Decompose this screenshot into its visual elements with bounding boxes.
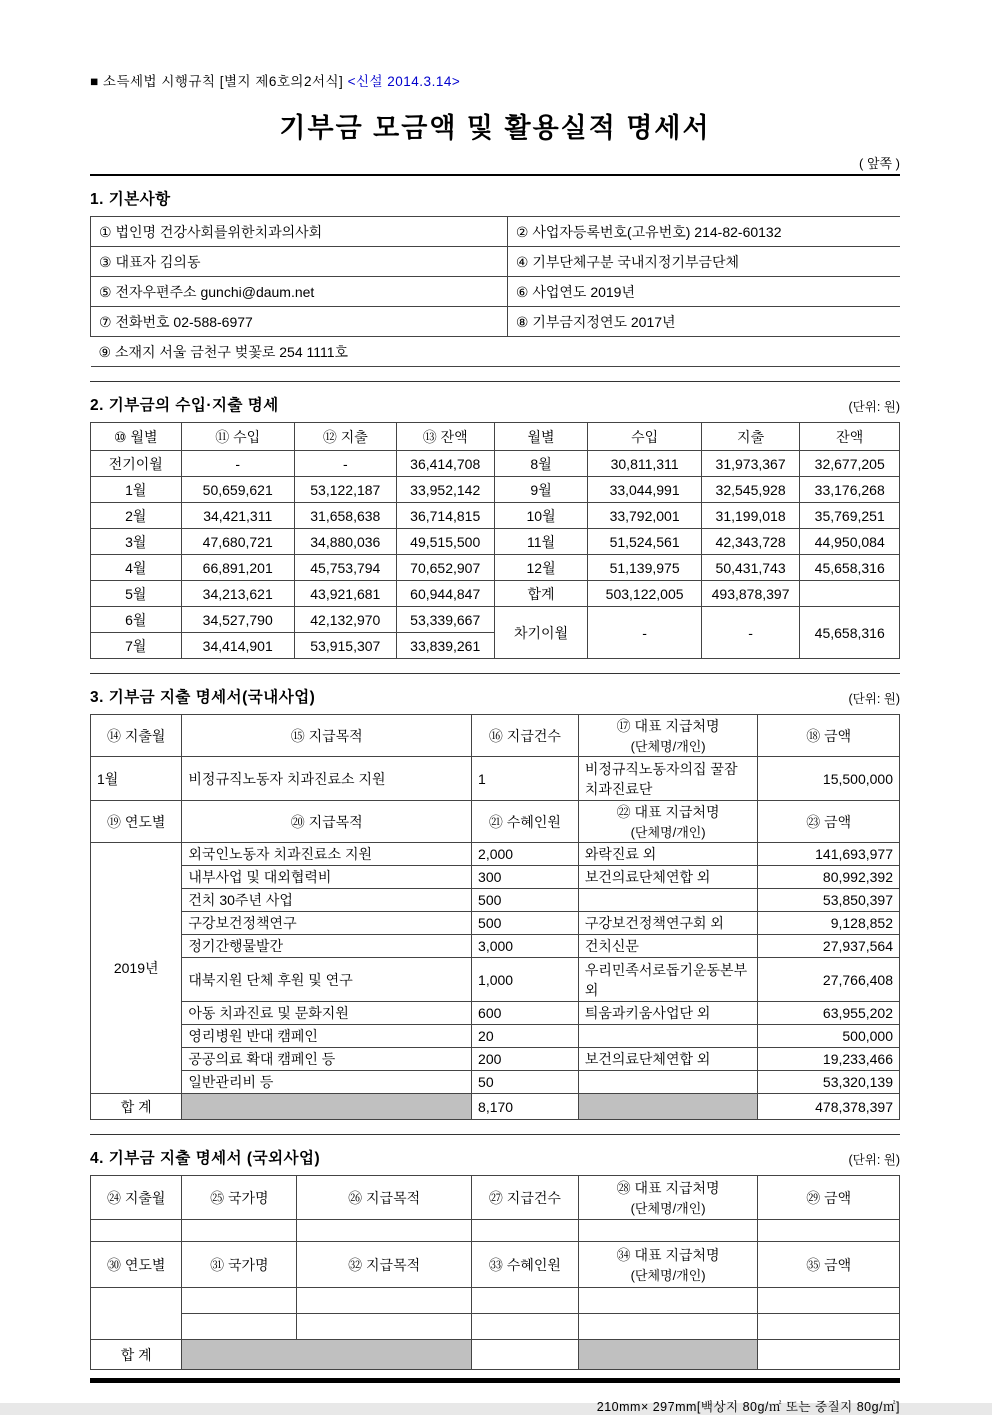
column-header-purpose: ⑮ 지급목적 xyxy=(182,715,472,757)
cell xyxy=(800,581,900,607)
cell-total-income: 503,122,005 xyxy=(588,581,701,607)
cell-empty xyxy=(91,1220,182,1242)
cell-count: 200 xyxy=(472,1048,579,1071)
column-header-payee xyxy=(578,1242,758,1288)
cell: 12월 xyxy=(494,555,588,581)
cell-shaded xyxy=(182,1094,472,1120)
payee-header-sublabel: (단체명/개인) xyxy=(630,1201,706,1216)
cell: 50,431,743 xyxy=(701,555,800,581)
section-divider xyxy=(90,381,900,382)
cell: 3월 xyxy=(91,529,182,555)
cell-empty xyxy=(758,1340,900,1370)
table-row xyxy=(91,935,900,958)
cell-payee: 우리민족서로돕기운동본부 외 xyxy=(578,958,758,1002)
cell: 33,044,991 xyxy=(588,477,701,503)
cell-empty xyxy=(297,1314,472,1340)
cell-address: ⑨ 소재지 서울 금천구 벚꽃로 254 1111호 xyxy=(91,337,901,367)
section2-titlebar xyxy=(90,393,900,415)
cell-empty xyxy=(182,1314,297,1340)
cell-year-label: 2019년 xyxy=(91,843,182,1094)
table-row xyxy=(91,889,900,912)
cell-empty xyxy=(91,1288,182,1340)
cell-total-label: 합계 xyxy=(494,581,588,607)
cell-corp-name: ① 법인명 건강사회를위한치과의사회 xyxy=(91,217,508,247)
cell-payee xyxy=(578,1071,758,1094)
cell: 34,421,311 xyxy=(181,503,294,529)
cell-count: 2,000 xyxy=(472,843,579,866)
page-side-label: ( 앞쪽 ) xyxy=(90,153,900,176)
section-divider xyxy=(90,1134,900,1135)
column-header-income2: 수입 xyxy=(588,423,701,451)
payee-header-sublabel: (단체명/개인) xyxy=(630,739,706,754)
cell-amount: 80,992,392 xyxy=(758,866,900,889)
cell-total-amount: 478,378,397 xyxy=(758,1094,900,1120)
cell: 31,199,018 xyxy=(701,503,800,529)
section4-unit: (단위: 원) xyxy=(848,1153,900,1167)
table-row xyxy=(91,958,900,1002)
cell-shaded xyxy=(182,1340,472,1370)
table-row xyxy=(91,607,900,633)
table-row xyxy=(91,757,900,801)
cell-payee xyxy=(578,1025,758,1048)
cell-empty xyxy=(297,1288,472,1314)
cell-purpose: 비정규직노동자 치과진료소 지원 xyxy=(182,757,472,801)
cell-month: 1월 xyxy=(91,757,182,801)
column-header-balance: ⑬ 잔액 xyxy=(396,423,494,451)
cell: 33,952,142 xyxy=(396,477,494,503)
form-notice xyxy=(90,70,900,90)
cell: 31,973,367 xyxy=(701,451,800,477)
column-header-expense: ⑫ 지출 xyxy=(294,423,396,451)
cell-shaded xyxy=(578,1094,758,1120)
cell-empty xyxy=(182,1288,297,1314)
cell: 34,527,790 xyxy=(181,607,294,633)
table-row xyxy=(91,477,900,503)
column-header-payee xyxy=(578,1176,758,1220)
section2-title: 2. 기부금의 수입·지출 명세 xyxy=(90,397,279,414)
section4-table xyxy=(90,1175,900,1370)
cell: 32,677,205 xyxy=(800,451,900,477)
cell-carryover-label: 차기이월 xyxy=(494,607,588,659)
payee-header-label: ㉒ 대표 지급처명 xyxy=(616,804,720,820)
cell-purpose: 내부사업 및 대외협력비 xyxy=(182,866,472,889)
cell-total-count: 8,170 xyxy=(472,1094,579,1120)
cell-purpose: 구강보건정책연구 xyxy=(182,912,472,935)
column-header-amount: ㉓ 금액 xyxy=(758,801,900,843)
table-row xyxy=(91,217,901,247)
cell-count: 1 xyxy=(472,757,579,801)
cell-purpose: 정기간행물발간 xyxy=(182,935,472,958)
section3-table xyxy=(90,714,900,1120)
table-row xyxy=(91,529,900,555)
section1-titlebar xyxy=(90,187,900,209)
cell-amount: 500,000 xyxy=(758,1025,900,1048)
cell-total-expense: 493,878,397 xyxy=(701,581,800,607)
cell-payee: 와락진료 외 xyxy=(578,843,758,866)
table-row xyxy=(91,451,900,477)
cell-purpose: 아동 치과진료 및 문화지원 xyxy=(182,1002,472,1025)
cell-purpose: 대북지원 단체 후원 및 연구 xyxy=(182,958,472,1002)
table-row xyxy=(91,337,901,367)
column-header-month: ⑩ 월별 xyxy=(91,423,182,451)
cell: 9월 xyxy=(494,477,588,503)
cell-carryover-expense: - xyxy=(701,607,800,659)
table-row xyxy=(91,1002,900,1025)
column-header-payee xyxy=(578,801,758,843)
cell: 11월 xyxy=(494,529,588,555)
table-header-row xyxy=(91,1176,900,1220)
cell: 50,659,621 xyxy=(181,477,294,503)
cell-purpose: 영리병원 반대 캠페인 xyxy=(182,1025,472,1048)
cell-amount: 141,693,977 xyxy=(758,843,900,866)
cell-amount: 9,128,852 xyxy=(758,912,900,935)
column-header-balance2: 잔액 xyxy=(800,423,900,451)
cell: 53,122,187 xyxy=(294,477,396,503)
cell-purpose: 공공의료 확대 캠페인 등 xyxy=(182,1048,472,1071)
cell-empty xyxy=(182,1220,297,1242)
payee-header-sublabel: (단체명/개인) xyxy=(630,1268,706,1283)
cell-count: 20 xyxy=(472,1025,579,1048)
table-row xyxy=(91,1288,900,1314)
column-header-expense2: 지출 xyxy=(701,423,800,451)
cell: - xyxy=(181,451,294,477)
column-header-amount: ㉙ 금액 xyxy=(758,1176,900,1220)
cell: 6월 xyxy=(91,607,182,633)
cell: 7월 xyxy=(91,633,182,659)
cell: 36,714,815 xyxy=(396,503,494,529)
column-header-month2: 월별 xyxy=(494,423,588,451)
cell: 70,652,907 xyxy=(396,555,494,581)
table-header-row xyxy=(91,801,900,843)
column-header-expense-month: ⑭ 지출월 xyxy=(91,715,182,757)
cell: 34,414,901 xyxy=(181,633,294,659)
cell: 53,339,667 xyxy=(396,607,494,633)
cell: 53,915,307 xyxy=(294,633,396,659)
cell-empty xyxy=(472,1288,579,1314)
cell: 5월 xyxy=(91,581,182,607)
cell: 35,769,251 xyxy=(800,503,900,529)
cell: 60,944,847 xyxy=(396,581,494,607)
section3-unit: (단위: 원) xyxy=(848,692,900,706)
cell-empty xyxy=(472,1220,579,1242)
cell-total-label: 합 계 xyxy=(91,1340,182,1370)
column-header-amount: ⑱ 금액 xyxy=(758,715,900,757)
column-header-country: ㉕ 국가명 xyxy=(182,1176,297,1220)
cell-count: 3,000 xyxy=(472,935,579,958)
cell: 49,515,500 xyxy=(396,529,494,555)
paper-spec-footer: 210mm× 297mm[백상지 80g/㎡ 또는 중질지 80g/㎡] xyxy=(596,1400,900,1414)
table-row xyxy=(91,843,900,866)
cell-empty xyxy=(578,1288,758,1314)
cell: 47,680,721 xyxy=(181,529,294,555)
table-row xyxy=(91,912,900,935)
table-row xyxy=(91,247,901,277)
payee-header-sublabel: (단체명/개인) xyxy=(630,825,706,840)
table-row xyxy=(91,1314,900,1340)
cell-payee: 구강보건정책연구회 외 xyxy=(578,912,758,935)
cell-count: 500 xyxy=(472,889,579,912)
table-row xyxy=(91,1071,900,1094)
cell: 33,792,001 xyxy=(588,503,701,529)
cell-biz-reg-no: ② 사업자등록번호(고유번호) 214-82-60132 xyxy=(507,217,900,247)
cell: 45,753,794 xyxy=(294,555,396,581)
cell-amount: 15,500,000 xyxy=(758,757,900,801)
bottom-rule xyxy=(90,1378,900,1383)
column-header-purpose: ⑳ 지급목적 xyxy=(182,801,472,843)
cell-count: 500 xyxy=(472,912,579,935)
table-row xyxy=(91,503,900,529)
table-header-row xyxy=(91,1242,900,1288)
column-header-payment-count: ⑯ 지급건수 xyxy=(472,715,579,757)
cell-count: 1,000 xyxy=(472,958,579,1002)
payee-header-label: ㉘ 대표 지급처명 xyxy=(616,1180,720,1196)
cell: 32,545,928 xyxy=(701,477,800,503)
payee-header-label: ㉞ 대표 지급처명 xyxy=(616,1247,720,1263)
cell: 31,658,638 xyxy=(294,503,396,529)
cell: 36,414,708 xyxy=(396,451,494,477)
column-header-beneficiaries: ㉑ 수혜인원 xyxy=(472,801,579,843)
column-header-payee xyxy=(578,715,758,757)
cell-amount: 19,233,466 xyxy=(758,1048,900,1071)
page-title: 기부금 모금액 및 활용실적 명세서 xyxy=(279,113,711,143)
cell-payee: 틔움과키움사업단 외 xyxy=(578,1002,758,1025)
table-total-row xyxy=(91,1340,900,1370)
section3-title: 3. 기부금 지출 명세서(국내사업) xyxy=(90,689,316,706)
cell-amount: 27,766,408 xyxy=(758,958,900,1002)
table-row xyxy=(91,581,900,607)
cell-empty xyxy=(578,1220,758,1242)
section2-unit: (단위: 원) xyxy=(848,400,900,414)
table-row xyxy=(91,307,901,337)
cell-shaded xyxy=(578,1340,758,1370)
cell-payee: 보건의료단체연합 외 xyxy=(578,1048,758,1071)
cell-purpose: 외국인노동자 치과진료소 지원 xyxy=(182,843,472,866)
cell-email: ⑤ 전자우편주소 gunchi@daum.net xyxy=(91,277,508,307)
section4-title: 4. 기부금 지출 명세서 (국외사업) xyxy=(90,1150,321,1167)
cell: 45,658,316 xyxy=(800,555,900,581)
cell-org-type: ④ 기부단체구분 국내지정기부금단체 xyxy=(507,247,900,277)
table-total-row xyxy=(91,1094,900,1120)
column-header-beneficiaries: ㉝ 수혜인원 xyxy=(472,1242,579,1288)
cell-count: 300 xyxy=(472,866,579,889)
cell-count: 50 xyxy=(472,1071,579,1094)
cell: 8월 xyxy=(494,451,588,477)
cell-payee xyxy=(578,889,758,912)
cell-business-year: ⑥ 사업연도 2019년 xyxy=(507,277,900,307)
column-header-year: ㉚ 연도별 xyxy=(91,1242,182,1288)
section2-table xyxy=(90,422,900,659)
column-header-purpose: ㉖ 지급목적 xyxy=(297,1176,472,1220)
column-header-year: ⑲ 연도별 xyxy=(91,801,182,843)
notice-revision: <신설 2014.3.14> xyxy=(347,74,461,89)
section-divider xyxy=(90,673,900,674)
table-header-row xyxy=(91,423,900,451)
cell-empty xyxy=(297,1220,472,1242)
cell-carryover-balance: 45,658,316 xyxy=(800,607,900,659)
section4-titlebar xyxy=(90,1146,900,1168)
cell-empty xyxy=(472,1314,579,1340)
cell: 33,839,261 xyxy=(396,633,494,659)
column-header-income: ⑪ 수입 xyxy=(181,423,294,451)
table-row xyxy=(91,1048,900,1071)
cell: 전기이월 xyxy=(91,451,182,477)
cell: 51,524,561 xyxy=(588,529,701,555)
cell-total-label: 합 계 xyxy=(91,1094,182,1120)
cell-purpose: 건치 30주년 사업 xyxy=(182,889,472,912)
cell: 43,921,681 xyxy=(294,581,396,607)
cell-count: 600 xyxy=(472,1002,579,1025)
cell: 2월 xyxy=(91,503,182,529)
table-row xyxy=(91,1220,900,1242)
column-header-purpose: ㉜ 지급목적 xyxy=(297,1242,472,1288)
cell-purpose: 일반관리비 등 xyxy=(182,1071,472,1094)
cell: 34,213,621 xyxy=(181,581,294,607)
column-header-expense-month: ㉔ 지출월 xyxy=(91,1176,182,1220)
cell-amount: 27,937,564 xyxy=(758,935,900,958)
cell-amount: 63,955,202 xyxy=(758,1002,900,1025)
cell: - xyxy=(294,451,396,477)
cell: 30,811,311 xyxy=(588,451,701,477)
table-row xyxy=(91,866,900,889)
section3-titlebar xyxy=(90,685,900,707)
payee-header-label: ⑰ 대표 지급처명 xyxy=(616,718,720,734)
table-row xyxy=(91,555,900,581)
cell-amount: 53,850,397 xyxy=(758,889,900,912)
cell: 66,891,201 xyxy=(181,555,294,581)
cell: 42,132,970 xyxy=(294,607,396,633)
cell-designation-year: ⑧ 기부금지정연도 2017년 xyxy=(507,307,900,337)
section1-table xyxy=(90,216,900,367)
cell-payee: 보건의료단체연합 외 xyxy=(578,866,758,889)
cell-empty xyxy=(758,1314,900,1340)
cell-carryover-income: - xyxy=(588,607,701,659)
cell: 33,176,268 xyxy=(800,477,900,503)
cell: 42,343,728 xyxy=(701,529,800,555)
cell: 34,880,036 xyxy=(294,529,396,555)
cell: 4월 xyxy=(91,555,182,581)
notice-text: ■ 소득세법 시행규칙 [별지 제6호의2서식] xyxy=(90,74,344,89)
cell: 51,139,975 xyxy=(588,555,701,581)
cell-phone: ⑦ 전화번호 02-588-6977 xyxy=(91,307,508,337)
cell-payee: 비정규직노동자의집 꿀잠 치과진료단 xyxy=(578,757,758,801)
section1-title: 1. 기본사항 xyxy=(90,191,171,208)
cell-empty xyxy=(578,1314,758,1340)
cell-empty xyxy=(758,1288,900,1314)
table-row xyxy=(91,1025,900,1048)
column-header-country: ㉛ 국가명 xyxy=(182,1242,297,1288)
cell-empty xyxy=(472,1340,579,1370)
table-row xyxy=(91,277,901,307)
cell-amount: 53,320,139 xyxy=(758,1071,900,1094)
cell: 10월 xyxy=(494,503,588,529)
cell-payee: 건치신문 xyxy=(578,935,758,958)
column-header-payment-count: ㉗ 지급건수 xyxy=(472,1176,579,1220)
table-header-row xyxy=(91,715,900,757)
cell-empty xyxy=(758,1220,900,1242)
column-header-amount: ㉟ 금액 xyxy=(758,1242,900,1288)
cell: 1월 xyxy=(91,477,182,503)
cell: 44,950,084 xyxy=(800,529,900,555)
cell-representative: ③ 대표자 김의동 xyxy=(91,247,508,277)
